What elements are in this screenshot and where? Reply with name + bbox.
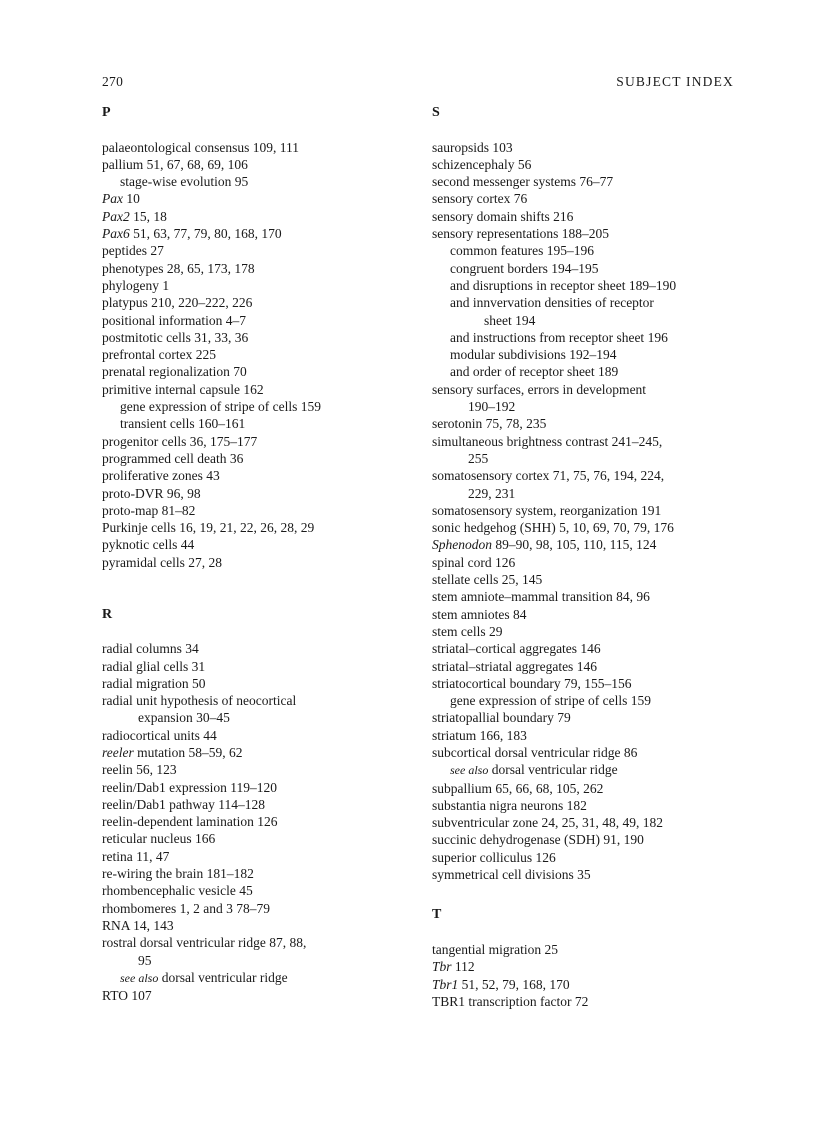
index-entry: tangential migration 25 <box>432 941 558 957</box>
index-subentry: gene expression of stripe of cells 159 <box>450 693 651 709</box>
index-entry: succinic dehydrogenase (SDH) 91, 190 <box>432 832 644 848</box>
index-entry: prefrontal cortex 225 <box>102 347 216 363</box>
index-entry: striatum 166, 183 <box>432 727 527 743</box>
index-entry: striatopallial boundary 79 <box>432 710 571 726</box>
index-entry: sensory cortex 76 <box>432 191 528 207</box>
index-entry: radial glial cells 31 <box>102 658 206 674</box>
index-entry: substantia nigra neurons 182 <box>432 797 587 813</box>
index-entry: palaeontological consensus 109, 111 <box>102 139 299 155</box>
index-term-italic: Tbr <box>432 959 452 975</box>
index-entry: schizencephaly 56 <box>432 156 532 172</box>
index-entry <box>102 190 412 207</box>
index-cross-reference <box>102 969 412 987</box>
index-subentry: congruent borders 194–195 <box>450 260 599 276</box>
index-entry: stellate cells 25, 145 <box>432 572 543 588</box>
index-entry: spinal cord 126 <box>432 554 516 570</box>
index-entry-continuation: sheet 194 <box>484 312 536 328</box>
index-cross-reference <box>432 761 752 779</box>
section-letter-p: P <box>102 105 111 120</box>
index-term-italic: Sphenodon <box>432 537 492 553</box>
index-entry: reticular nucleus 166 <box>102 831 216 847</box>
index-entry: somatosensory system, reorganization 191 <box>432 502 662 518</box>
index-entry: radial columns 34 <box>102 641 199 657</box>
index-column-left <box>102 104 412 1004</box>
index-entry: simultaneous brightness contrast 241–245, <box>432 433 663 449</box>
index-entry <box>432 976 752 993</box>
index-entry: programmed cell death 36 <box>102 450 244 466</box>
index-entry: primitive internal capsule 162 <box>102 381 264 397</box>
section-letter-r: R <box>102 606 113 622</box>
index-entry <box>102 744 412 761</box>
index-locators: 10 <box>123 191 140 207</box>
index-entry: stem amniotes 84 <box>432 606 527 622</box>
index-entry: retina 11, 47 <box>102 848 170 864</box>
index-term-italic: Pax <box>102 191 123 207</box>
index-term-italic: Pax6 <box>102 226 130 242</box>
index-entry: stem amniote–mammal transition 84, 96 <box>432 589 650 605</box>
index-entry: TBR1 transcription factor 72 <box>432 993 589 1009</box>
index-entry: reelin 56, 123 <box>102 762 177 778</box>
index-entry: somatosensory cortex 71, 75, 76, 194, 224, <box>432 468 665 484</box>
index-entry: reelin/Dab1 expression 119–120 <box>102 779 277 795</box>
index-entry: pyramidal cells 27, 28 <box>102 554 222 570</box>
index-entry: striatocortical boundary 79, 155–156 <box>432 675 632 691</box>
index-entry: stem cells 29 <box>432 623 503 639</box>
index-entry: phenotypes 28, 65, 173, 178 <box>102 260 255 276</box>
index-entry: rostral dorsal ventricular ridge 87, 88, <box>102 935 307 951</box>
index-entry: postmitotic cells 31, 33, 36 <box>102 329 249 345</box>
index-entry: platypus 210, 220–222, 226 <box>102 295 253 311</box>
index-entry: subpallium 65, 66, 68, 105, 262 <box>432 780 604 796</box>
index-subentry: common features 195–196 <box>450 243 594 259</box>
index-locators: 51, 63, 77, 79, 80, 168, 170 <box>129 226 282 242</box>
index-entry-continuation: 190–192 <box>468 399 516 415</box>
running-head-title: SUBJECT INDEX <box>616 74 734 89</box>
index-entry: sonic hedgehog (SHH) 5, 10, 69, 70, 79, 176 <box>432 520 674 536</box>
index-subentry: modular subdivisions 192–194 <box>450 347 617 363</box>
index-locators: 51, 52, 79, 168, 170 <box>458 976 570 992</box>
index-entry: sensory surfaces, errors in development <box>432 381 647 397</box>
see-also-label: see also <box>450 763 489 778</box>
index-entry: proto-DVR 96, 98 <box>102 485 201 501</box>
index-entry: reelin/Dab1 pathway 114–128 <box>102 796 265 812</box>
index-entry: proto-map 81–82 <box>102 502 196 518</box>
index-entry: striatal–cortical aggregates 146 <box>432 641 601 657</box>
index-locators: mutation 58–59, 62 <box>133 744 243 760</box>
index-entry-continuation: 229, 231 <box>468 485 516 501</box>
index-entry: Purkinje cells 16, 19, 21, 22, 26, 28, 29 <box>102 520 315 536</box>
index-subentry: and disruptions in receptor sheet 189–190 <box>450 277 677 293</box>
index-entry: symmetrical cell divisions 35 <box>432 867 591 883</box>
index-entry: radiocortical units 44 <box>102 727 217 743</box>
index-subentry: and instructions from receptor sheet 196 <box>450 329 668 345</box>
index-subentry: gene expression of stripe of cells 159 <box>120 399 321 415</box>
index-entry: phylogeny 1 <box>102 277 170 293</box>
running-head <box>102 74 734 92</box>
index-subentry: and innvervation densities of receptor <box>450 295 654 311</box>
index-entry-continuation: 255 <box>468 450 489 466</box>
index-entry: RTO 107 <box>102 988 152 1004</box>
index-entry: radial migration 50 <box>102 675 206 691</box>
index-entry: subcortical dorsal ventricular ridge 86 <box>432 744 638 760</box>
index-entry: subventricular zone 24, 25, 31, 48, 49, 182 <box>432 815 663 831</box>
page-number: 270 <box>102 74 124 89</box>
index-locators: 112 <box>451 959 475 975</box>
index-term-italic: Tbr1 <box>432 976 459 992</box>
index-locators: 89–90, 98, 105, 110, 115, 124 <box>492 537 657 553</box>
index-entry <box>432 536 752 553</box>
index-entry: striatal–striatal aggregates 146 <box>432 658 597 674</box>
index-entry: prenatal regionalization 70 <box>102 364 247 380</box>
index-entry: second messenger systems 76–77 <box>432 174 614 190</box>
index-subentry: and order of receptor sheet 189 <box>450 364 619 380</box>
index-entry: proliferative zones 43 <box>102 468 220 484</box>
index-locators: 15, 18 <box>129 208 167 224</box>
index-entry <box>432 958 752 975</box>
index-column-right <box>432 104 752 1010</box>
index-entry: reelin-dependent lamination 126 <box>102 814 278 830</box>
cross-reference-target: dorsal ventricular ridge <box>488 762 618 778</box>
index-term-italic: Pax2 <box>102 208 130 224</box>
index-entry: progenitor cells 36, 175–177 <box>102 433 258 449</box>
index-entry-continuation: expansion 30–45 <box>138 710 230 726</box>
index-entry: peptides 27 <box>102 243 164 259</box>
cross-reference-target: dorsal ventricular ridge <box>158 969 288 985</box>
index-entry: pyknotic cells 44 <box>102 537 195 553</box>
index-subentry: stage-wise evolution 95 <box>120 174 249 190</box>
index-entry: RNA 14, 143 <box>102 917 174 933</box>
index-entry <box>102 225 412 242</box>
section-letter-s: S <box>432 105 440 120</box>
section-letter-t: T <box>432 907 442 923</box>
index-term-italic: reeler <box>102 744 134 760</box>
index-entry: sauropsids 103 <box>432 139 513 155</box>
index-entry: superior colliculus 126 <box>432 849 556 865</box>
index-subentry: transient cells 160–161 <box>120 416 246 432</box>
index-entry <box>102 208 412 225</box>
index-entry: rhombencephalic vesicle 45 <box>102 883 253 899</box>
index-entry: re-wiring the brain 181–182 <box>102 866 254 882</box>
see-also-label: see also <box>120 970 159 985</box>
index-entry: rhombomeres 1, 2 and 3 78–79 <box>102 900 270 916</box>
index-entry: sensory representations 188–205 <box>432 226 609 242</box>
index-entry: pallium 51, 67, 68, 69, 106 <box>102 156 248 172</box>
index-entry: positional information 4–7 <box>102 312 246 328</box>
index-entry: serotonin 75, 78, 235 <box>432 416 547 432</box>
index-entry: sensory domain shifts 216 <box>432 208 574 224</box>
index-entry-continuation: 95 <box>138 952 152 968</box>
index-entry: radial unit hypothesis of neocortical <box>102 693 297 709</box>
